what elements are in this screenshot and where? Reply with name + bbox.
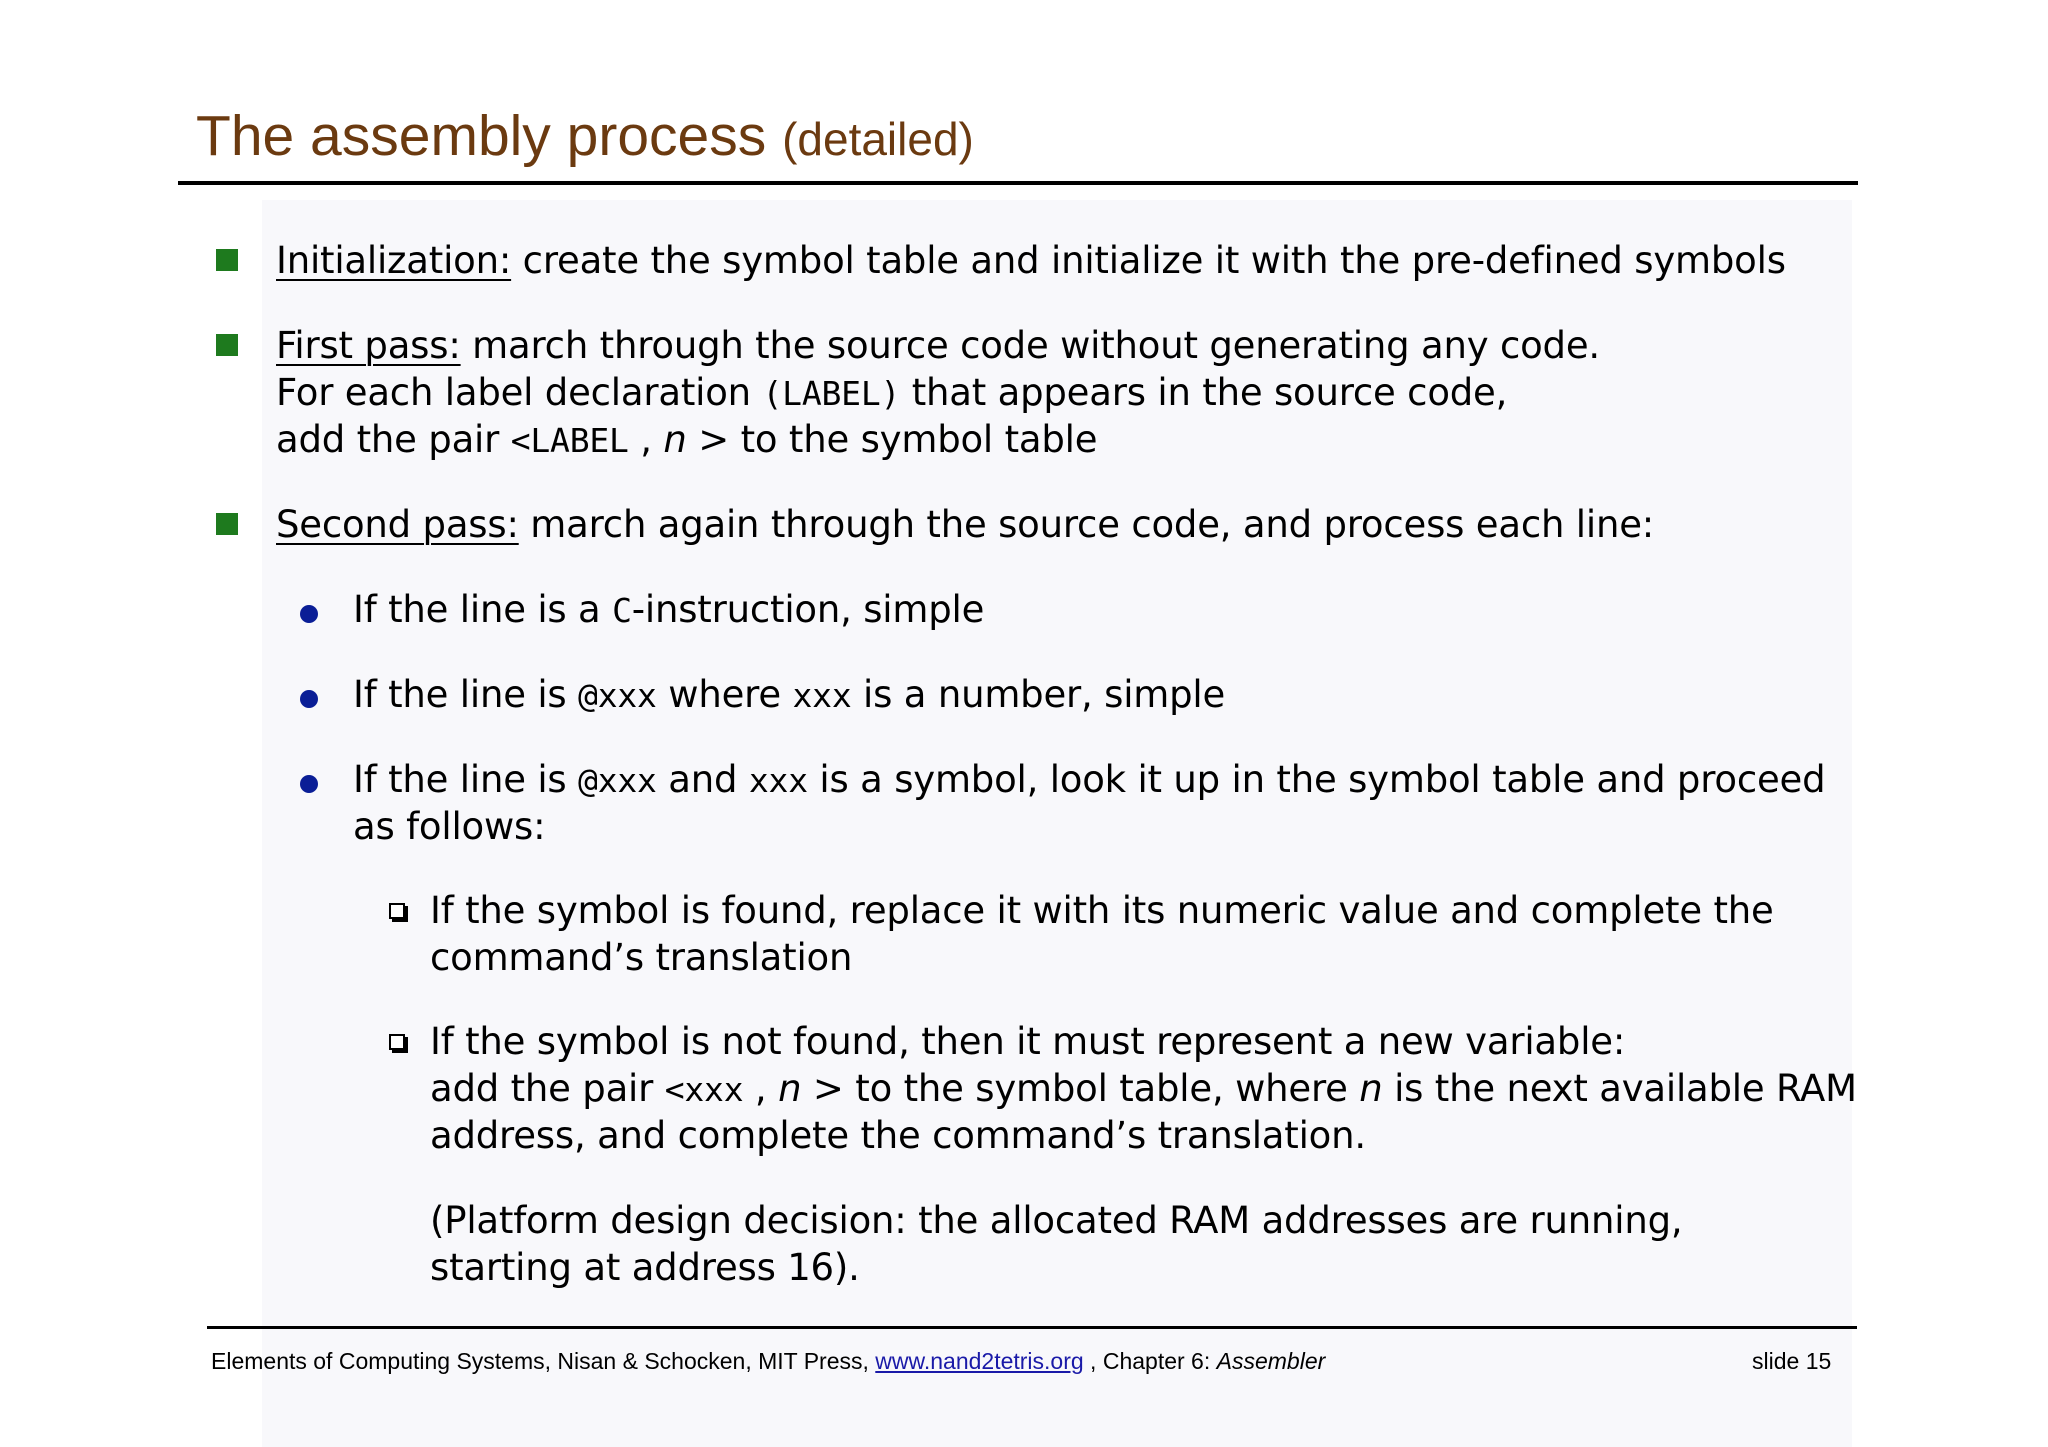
code-span: xxx	[792, 676, 852, 715]
sub-bullet-at-symbol-line2: as follows:	[353, 805, 546, 848]
bullet-text: create the symbol table and initialize it with the pre-defined symbols	[511, 239, 1786, 282]
text-span: -instruction, simple	[631, 588, 985, 631]
code-span: <xxx	[664, 1070, 744, 1109]
sub-bullet-at-number	[353, 671, 1225, 719]
text-span: ,	[743, 1067, 779, 1110]
bullet-label: Second pass:	[276, 503, 519, 546]
bullet-text: march through the source code without generating any code.	[460, 324, 1600, 367]
code-span: @xxx	[578, 676, 657, 715]
slide-number: slide 15	[1752, 1348, 1832, 1374]
bullet-first-pass-line2	[276, 369, 1507, 417]
footer-text: , Chapter 6:	[1083, 1348, 1217, 1374]
bullet-second-pass	[276, 501, 1654, 548]
text-span: is the next available RAM	[1382, 1067, 1857, 1110]
sub-sub-bullet-not-found: If the symbol is not found, then it must represent a new variable:	[430, 1020, 1626, 1063]
text-span: where	[656, 673, 793, 716]
text-span: ,	[628, 418, 664, 461]
bullet-text: march again through the source code, and process each line:	[518, 503, 1655, 546]
text-span: If the line is	[353, 758, 579, 801]
sub-sub-bullet-found: If the symbol is found, replace it with its numeric value and complete the	[430, 889, 1774, 932]
footer-divider	[207, 1326, 1857, 1329]
text-span: is a number, simple	[851, 673, 1226, 716]
bullet-label: Initialization:	[276, 239, 512, 282]
sub-bullet-c-instruction	[353, 586, 984, 634]
text-span: >	[801, 1067, 844, 1110]
title-main: The assembly process	[196, 104, 767, 168]
text-span: add the pair	[276, 418, 511, 461]
text-span: For each label declaration	[276, 371, 763, 414]
title-sub: (detailed)	[782, 113, 974, 165]
sub-bullet-at-symbol	[353, 756, 1825, 804]
text-span: and	[656, 758, 749, 801]
round-bullet-icon	[300, 690, 318, 708]
text-span: add the pair	[430, 1067, 665, 1110]
text-span: >	[686, 418, 730, 461]
bullet-first-pass-line3	[276, 416, 1097, 464]
bullet-label: First pass:	[276, 324, 461, 367]
checkbox-bullet-icon	[389, 903, 405, 919]
code-span: <LABEL	[510, 421, 629, 460]
text-span: If the line is	[353, 673, 579, 716]
text-span: is a symbol, look it up in the symbol table and proceed	[807, 758, 1826, 801]
italic-n: n	[1359, 1067, 1383, 1110]
sub-sub-bullet-found-line2: command’s translation	[430, 936, 853, 979]
footer-text: Elements of Computing Systems, Nisan & Schocken, MIT Press,	[211, 1348, 876, 1374]
text-span: If the line is a	[353, 588, 613, 631]
code-span: xxx	[748, 761, 808, 800]
checkbox-bullet-icon	[389, 1034, 405, 1050]
square-bullet-icon	[216, 334, 238, 356]
text-span: to the symbol table, where	[843, 1067, 1360, 1110]
text-span: to the symbol table	[729, 418, 1098, 461]
code-span: @xxx	[578, 761, 657, 800]
italic-n: n	[778, 1067, 802, 1110]
sub-sub-bullet-not-found-line2	[430, 1065, 1857, 1113]
platform-note-line1: (Platform design decision: the allocated RAM addresses are running,	[430, 1199, 1683, 1242]
text-span: that appears in the source code,	[900, 371, 1508, 414]
italic-n: n	[663, 418, 687, 461]
bullet-first-pass	[276, 322, 1600, 369]
footer-chapter: Assembler	[1216, 1348, 1326, 1374]
round-bullet-icon	[300, 775, 318, 793]
square-bullet-icon	[216, 249, 238, 271]
code-span: (LABEL)	[762, 374, 901, 413]
footer-citation	[211, 1346, 1325, 1376]
round-bullet-icon	[300, 605, 318, 623]
code-span: C	[612, 591, 632, 630]
footer-link[interactable]: www.nand2tetris.org	[875, 1348, 1084, 1374]
square-bullet-icon	[216, 513, 238, 535]
bullet-initialization	[276, 237, 1786, 284]
sub-sub-bullet-not-found-line3: address, and complete the command’s translation.	[430, 1114, 1366, 1157]
platform-note-line2: starting at address 16).	[430, 1246, 860, 1289]
